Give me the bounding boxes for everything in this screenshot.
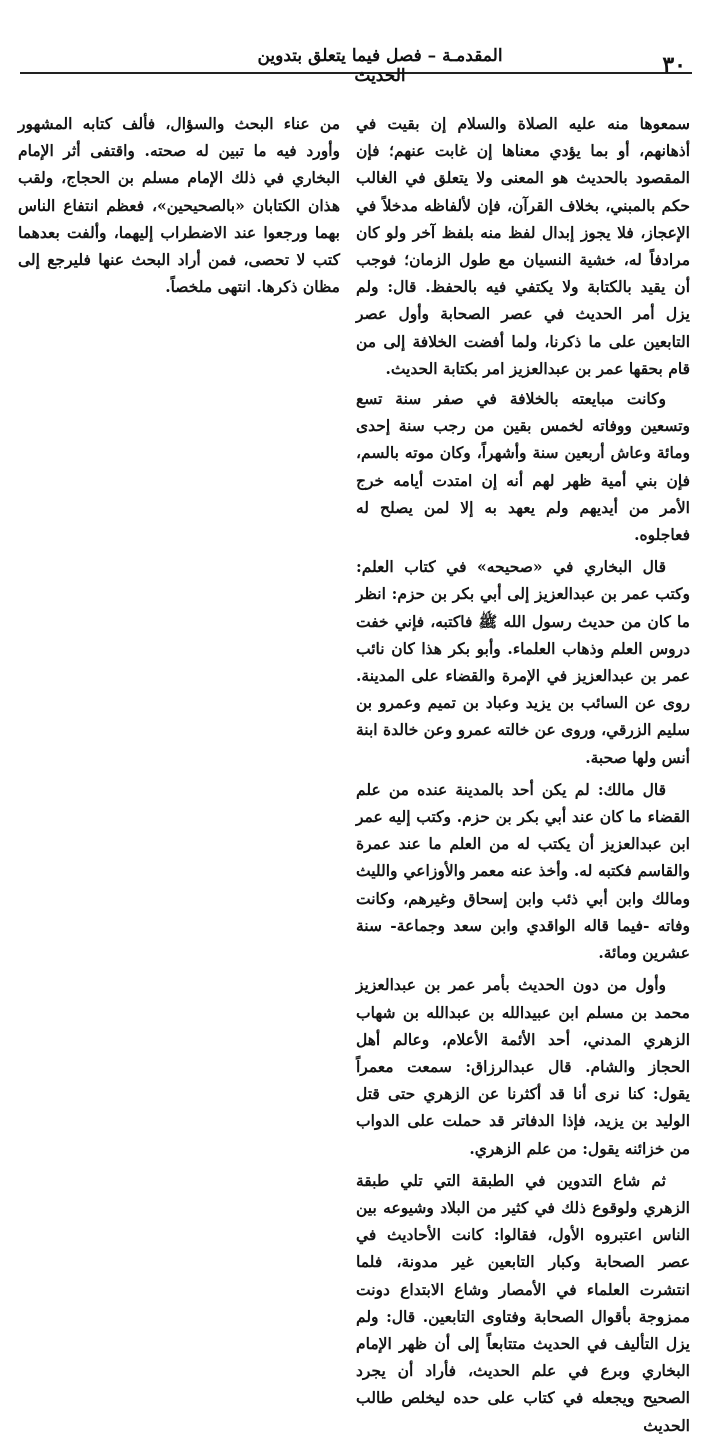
- right-column: [356, 110, 690, 1444]
- page-header: [20, 44, 692, 86]
- paragraph: قال البخاري في «صحيحه» في كتاب العلم: وكتب عمر بن عبدالعزيز إلى أبي بكر بن حزم: انظر ما كان من حديث رسول الله ﷺ فاكتبه، فإني خفت دروس العلم وذهاب العلماء. وأبو بكر هذا كان نائب عمر بن عبدالعزيز في الإمرة والقضاء على المدينة. روى عن السائب بن يزيد وعباد بن تميم وعمرو بن سليم الزرقي، وروى عن خالته عمرو وعن خالدة ابنة أنس ولها صحبة.: [356, 557, 690, 767]
- paragraph: وأول من دون الحديث بأمر عمر بن عبدالعزيز محمد بن مسلم ابن عبيدالله بن عبدالله بن شهاب الزهري المدني، أحد الأئمة الأعلام، وعالم أهل الحجاز والشام. قال عبدالرزاق: سمعت معمراً يقول: كنا نرى أنا قد أكثرنا عن الزهري حتى قتل الوليد بن يزيد، فإذا الدفاتر قد حملت على الدواب من خزائنه يقول: من علم الزهري.: [356, 975, 690, 1158]
- paragraph: وكانت مبايعته بالخلافة في صفر سنة تسع وتسعين ووفاته لخمس بقين من رجب سنة إحدى ومائة وعاش أربعين سنة وأشهراً، وكان موته بالسم، فإن بني أمية ظهر لهم أنه إن امتدت أيامه خرج الأمر من أيديهم ولم يعهد به إلا لمن يصلح له فعاجلوه.: [356, 389, 690, 545]
- page-number: ٣٠: [662, 52, 686, 78]
- paragraph: ثم شاع التدوين في الطبقة التي تلي طبقة الزهري ولوقوع ذلك في كثير من البلاد وشيوعه بين الناس اعتبروه الأول، فقالوا: كانت الأحاديث في عصر الصحابة وكبار التابعين غير مدونة، فلما انتشرت العلماء في الأمصار وشاع الابتداع دونت ممزوجة بأقوال الصحابة وفتاوى التابعين. قال: ولم يزل التأليف في الحديث متتابعاً إلى أن ظهر الإمام البخاري وبرع في علم الحديث، فأراد أن يجرد الصحيح ويجعله في كتاب على حده ليخلص طالب الحديث: [356, 1170, 690, 1435]
- paragraph: من عناء البحث والسؤال، فألف كتابه المشهور وأورد فيه ما تبين له صحته. واقتفى أثر الإمام البخاري في ذلك الإمام مسلم بن الحجاج، ولقب هذان الكتابان «بالصحيحين»، فعظم انتفاع الناس بهما ورجعوا عند الاضطراب إليهما، وألفت بعدهما كتب لا تحصى، فمن أراد البحث عنها فليرجع إلى مظان ذكرها. انتهى ملخصاً.: [18, 114, 340, 297]
- left-column: [18, 110, 340, 305]
- paragraph: سمعوها منه عليه الصلاة والسلام إن بقيت في أذهانهم، أو بما يؤدي معناها إن غابت عنهم؛ فإن المقصود بالحديث هو المعنى ولا يتعلق في الغالب حكم بالمبني، بخلاف القرآن، فإن لألفاظه مدخلاً في الإعجاز، فلا يجوز إبدال لفظ منه بلفظ آخر ولو كان مرادفاً له، خشية النسيان مع طول الزمان؛ فوجب أن يقيد بالكتابة ولا يكتفي فيه بالحفظ. قال: ولم يزل أمر الحديث في عصر الصحابة وأول عصر التابعين على ما ذكرنا، ولما أفضت الخلافة إلى من قام بحقها عمر بن عبدالعزيز امر بكتابة الحديث.: [356, 114, 690, 378]
- paragraph: قال مالك: لم يكن أحد بالمدينة عنده من علم القضاء ما كان عند أبي بكر بن حزم. وكتب إليه عمر ابن عبدالعزيز أن يكتب له من العلم ما عند عمرة والقاسم فكتبه له. وأخذ عنه معمر والأوزاعي والليث ومالك وابن أبي ذئب وابن إسحاق وغيرهم، وكانت وفاته -فيما قاله الواقدي وابن سعد وجماعة- سنة عشرين ومائة.: [356, 779, 690, 963]
- running-title: المقدمـة – فصل فيما يتعلق بتدوين الحديث: [257, 46, 503, 86]
